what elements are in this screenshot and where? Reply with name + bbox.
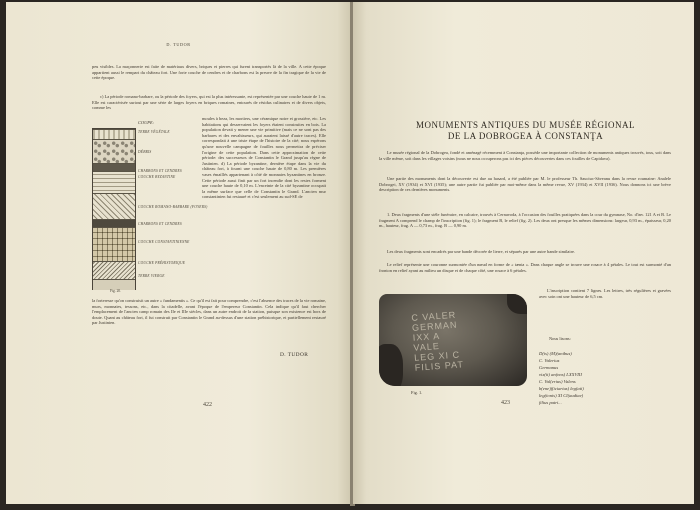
- strata-layer: [93, 261, 135, 280]
- paragraph: peu visibles. La maçonnerie est faite de matériaux divers, briques et pierres qui furent transportés là de la ville. A cette époque appartient aussi le rempart du château fort. Une forte couche de cendres et de charbons est la preuve de la fin tragique de la vie de cette époque.: [92, 64, 326, 81]
- transcription-line: C. Val(erius) Valens: [539, 379, 576, 384]
- right-page: [353, 2, 694, 504]
- strata-label: DÉBRIS: [138, 150, 152, 154]
- paragraph: la forteresse qu'on construisit un autre « fundamentis ». Ce qu'il est fait pour comprendre, c'est l'absence des traces de la vie romaine, murs, monnaies, tessons, etc., dans la citadelle, avant l'époque de l'empereur Constantin. Cela indique qu'il faut chercher l'emplacement de l'ancien camp romain des IIe et IIIe siècles, dans un autre endroit de la station, puisque son existence est hors de doute. Quant au château fort, il fut construit par Constantin le Grand au-dessus d'une station préhistorique, et partiellement restauré par Justinien.: [92, 298, 326, 326]
- stone-damage: [379, 344, 403, 386]
- strata-label: COUCHE BYZANTINE: [138, 175, 176, 179]
- stele-photograph: [379, 294, 527, 386]
- stratigraphy-figure: [92, 128, 136, 290]
- stone-damage: [507, 294, 527, 314]
- transcription-line: C. Valerius: [539, 358, 560, 363]
- figure-caption: Fig. 1.: [411, 390, 423, 395]
- section-label: COUPE:: [138, 120, 155, 125]
- strata-layer: [93, 227, 135, 262]
- paragraph: Les deux fragments sont encadrés par une bande décorée de lierre, et séparés par une autre bande similaire.: [387, 249, 576, 254]
- strata-label: COUCHE PRÉHISTORIQUE: [138, 261, 186, 265]
- transcription-line: filius patri...: [539, 400, 562, 405]
- strata-label: COUCHE CONSTANTINIENNE: [138, 240, 190, 244]
- strata-label: CHARBONS ET CENDRES: [138, 222, 182, 226]
- strata-layer: [93, 171, 135, 194]
- paragraph: L'inscription contient 7 lignes. Les lettres, très régulières et gravées avec soin ont une hauteur de 6,5 cm.: [539, 288, 671, 299]
- paragraph: c) La période romano-barbare, ou la période des foyers, qui est la plus intéressante, est représentée par une couche haute de 1 m. Elle est caractérisée surtout par une série de larges foyers en briques romaines, entourés de résidus culinaires et de divers objets, comme les: [92, 94, 326, 111]
- title-line: MONUMENTS ANTIQUES DU MUSÉE RÉGIONAL: [416, 120, 635, 130]
- transcription-line: leg(ionis) XI Cl(audiae): [539, 393, 584, 398]
- book-spread: [6, 2, 694, 506]
- strata-label: COUCHE ROMANO-BARBARE (FOYERS): [138, 205, 208, 209]
- strata-layer: [93, 139, 135, 164]
- paragraph: Une partie des monuments dont la découverte est due au hasard, a été publiée par M. le professeur Th. Sauciuc-Săveanu dans la revue roumaine: Analele Dobrogei, XV (1934) et XVI (1935); une autre partie fut publiée par moi-même dans la même revue, XV (1934) et XVII (1936). Nous donnons ici une brève description de ces dernières monuments.: [379, 176, 671, 193]
- inscription-transcription: [539, 350, 584, 406]
- paragraph: Le relief représente une couronne surmontée d'un nœud en forme de « tænia ». Dans chaque angle se trouve une rosace à 4 pétales. Le tout est surmonté d'un fronton en relief ayant au milieu un disque et de chaque côté, une rosace à 6 pétales.: [379, 262, 671, 273]
- page-number: 423: [501, 400, 510, 406]
- strata-label: TERRE VIERGE: [138, 274, 165, 278]
- paragraph: Le musée régional de la Dobrogea, fondé et aménagé récemment à Constanţa, possède une importante collection de monuments antiques trouvés, tous, soit dans la ville même, soit dans les villages voisins (nous ne nous occuperons pas ici des pièces découvertes dans ces fouilles de Capidava).: [379, 150, 671, 161]
- side-column-text: moules à beza, les mortiers, une céramique noire et grossière, etc. Les habitations qui desservaient les foyers étaient construites en bois. La population devait y mener une vie primitive (mais ce ne sont pas des barbares et des envahisseurs, qui auraient laissé d'autre traces). Elle correspondait à une triste étape de l'histoire de la cité; nous espérons qu'une nouvelle campagne de fouilles nous permettra de préciser l'origine de cette population. Dans cette approximation de cette période: des successeurs de Constantin le Grand jusqu'au règne de Justinien. d) La période byzantine, dernière étape dans la vie du château fort, à fourni une couche haute de 0,80 m. Les premières vases émaillés appartenant à côté de monnaies byzantines en bronze. Cette période aussi finit par un fort incendie dont les restes forment une couche haute de 0,10 m. L'enceinte de la cité byzantine occupait la même surface que celle de Constantin le Grand. L'ancien mur constantinien fut restauré et c'est seulement au sud-SE de: [202, 116, 326, 200]
- strata-layer: [93, 193, 135, 220]
- page-number: 422: [203, 402, 212, 408]
- stele-inscription: C VALER GERMAN IXX A VALE LEG XI C FILIS PAT: [411, 309, 465, 373]
- strata-label: CHARBONS ET CENDRES: [138, 169, 182, 173]
- figure-caption: Fig. 20.: [110, 289, 122, 293]
- signature: D. TUDOR: [280, 352, 309, 358]
- strata-label: TERRE VÉGÉTALE: [138, 130, 170, 134]
- paragraph: 1. Deux fragments d'une stèle funéraire, en calcaire, trouvés à Cernavoda, à l'occasion des fouilles pratiquées dans la cour du gymnase, No. d'inv. 121 A et B. Le fragment A comprend le champ de l'inscription (fig. 1); le fragment B, le relief (fig. 2). Les deux ont presque les mêmes dimensions: largeur, 0,93 m., épaisseur, 0,20 m., hauteur, frag. A — 0,73 m., frag. B — 0,90 m.: [379, 212, 671, 229]
- transcription-line: b(ene)f(iciarius) leg(ati): [539, 386, 584, 391]
- nous-lisons-label: Nous lisons:: [549, 336, 571, 341]
- transcription-line: D(is) (M)(anibus): [539, 351, 572, 356]
- transcription-line: Germanus: [539, 365, 559, 370]
- title-line: DE LA DOBROGEA À CONSTANŢA: [447, 131, 604, 141]
- running-header: D. TUDOR: [166, 42, 191, 47]
- article-title: [373, 120, 678, 142]
- transcription-line: vix(it) an(nos) LXXVIII: [539, 372, 582, 377]
- left-page: [6, 2, 351, 504]
